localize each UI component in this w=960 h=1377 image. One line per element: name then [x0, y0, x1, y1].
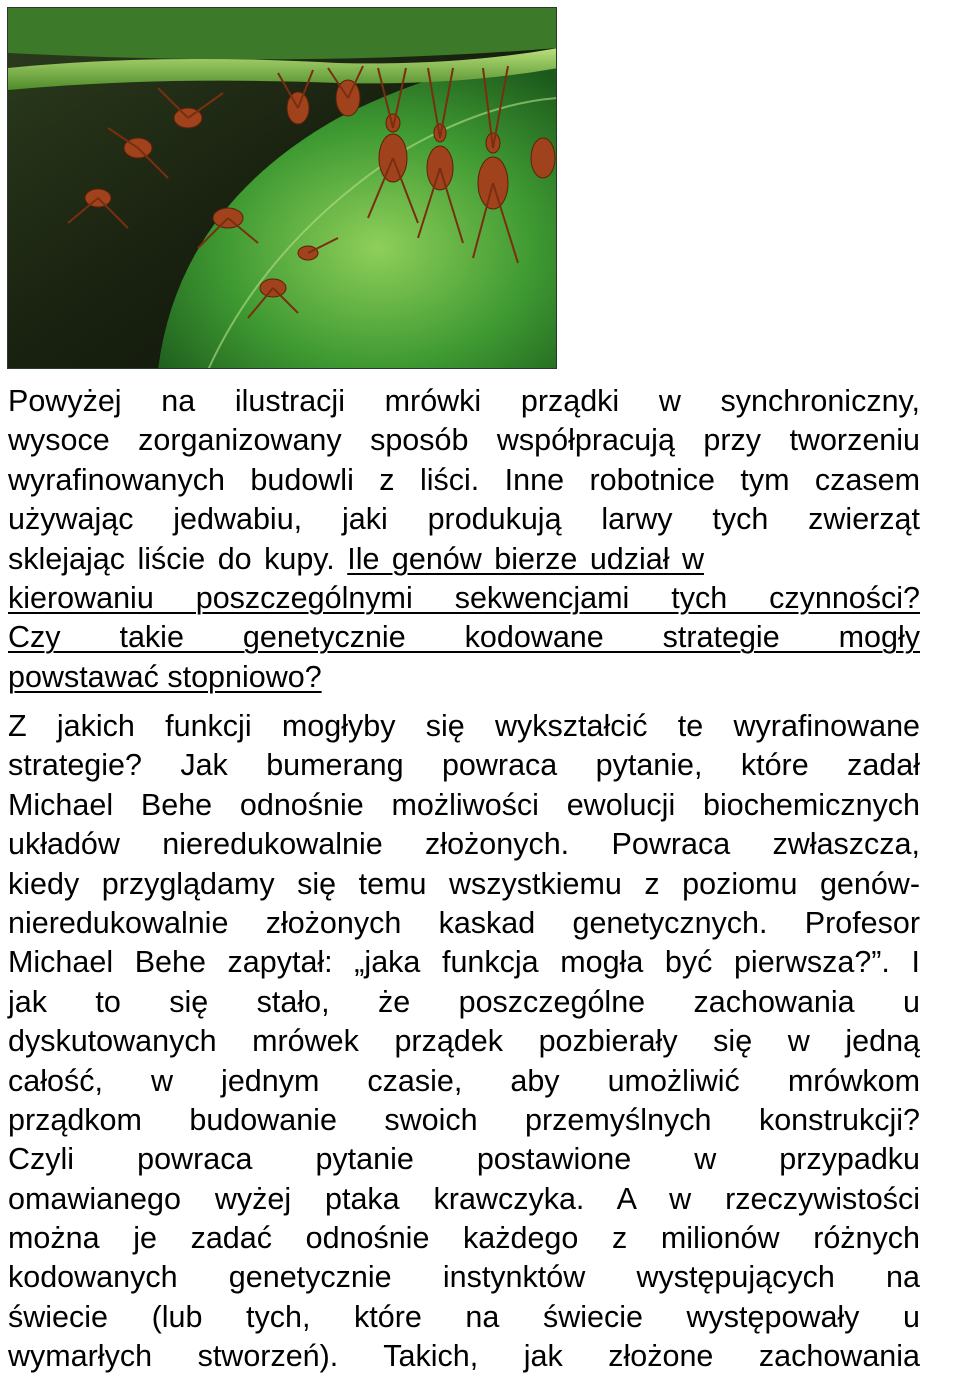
paragraph-2-line: świecie (lub tych, które na świecie występowały u [8, 1299, 920, 1334]
paragraph-1-line-plain: sklejając liście do kupy. [8, 541, 335, 576]
paragraph-2-line: całość, w jednym czasie, aby umożliwić mrówkom [8, 1063, 920, 1098]
paragraph-2-line: kodowanych genetycznie instynktów występujących na [8, 1260, 920, 1295]
paragraph-2-line: jak to się stało, że poszczególne zachowania u [8, 984, 920, 1019]
weaver-ants-illustration [8, 8, 557, 369]
paragraph-2-line: układów nieredukowalnie złożonych. Powraca zwłaszcza, [8, 827, 920, 862]
ants-on-leaf-photo [7, 7, 557, 369]
question-underlined: Ile genów bierze udział w [347, 541, 705, 576]
paragraph-1-line: wyrafinowanych budowli z liści. Inne robotnice tym czasem [8, 462, 920, 497]
paragraph-2-line: Michael Behe zapytał: „jaka funkcja mogła być pierwsza?”. I [8, 945, 920, 980]
paragraph-2-line: Czyli powraca pytanie postawione w przypadku [8, 1142, 920, 1177]
paragraph-2-line: dyskutowanych mrówek prządek pozbierały się w jedną [8, 1024, 920, 1059]
paragraph-2 [8, 707, 920, 1377]
paragraph-2-line: Z jakich funkcji mogłyby się wykształcić te wyrafinowane [8, 709, 920, 743]
paragraph-2-line: wymarłych stworzeń). Takich, jak złożone zachowania [8, 1339, 920, 1374]
paragraph-1-line: Powyżej na ilustracji mrówki prządki w synchroniczny, [8, 384, 920, 418]
paragraph-2-line: kiedy przyglądamy się temu wszystkiemu z poziomu genów- [8, 866, 920, 901]
paragraph-2-line: Michael Behe odnośnie możliwości ewolucji biochemicznych [8, 787, 920, 822]
question-underlined-line: powstawać stopniowo? [8, 659, 322, 694]
paragraph-2-line: prządkom budowanie swoich przemyślnych konstrukcji? [8, 1102, 920, 1137]
paragraph-1 [8, 382, 920, 697]
paragraph-2-line: omawianego wyżej ptaka krawczyka. A w rzeczywistości [8, 1181, 920, 1216]
paragraph-1-line: używając jedwabiu, jaki produkują larwy tych zwierząt [8, 502, 920, 537]
question-underlined-line: Czy takie genetycznie kodowane strategie mogły [8, 620, 920, 655]
paragraph-2-line: strategie? Jak bumerang powraca pytanie, które zadał [8, 748, 920, 783]
paragraph-1-line-mixed [8, 540, 920, 579]
question-underlined-line: kierowaniu poszczególnymi sekwencjami tych czynności? [8, 580, 920, 615]
paragraph-1-line: wysoce zorganizowany sposób współpracują przy tworzeniu [8, 423, 920, 458]
paragraph-2-line: można je zadać odnośnie każdego z milionów różnych [8, 1221, 920, 1256]
paragraph-2-line: nieredukowalnie złożonych kaskad genetycznych. Profesor [8, 905, 920, 940]
